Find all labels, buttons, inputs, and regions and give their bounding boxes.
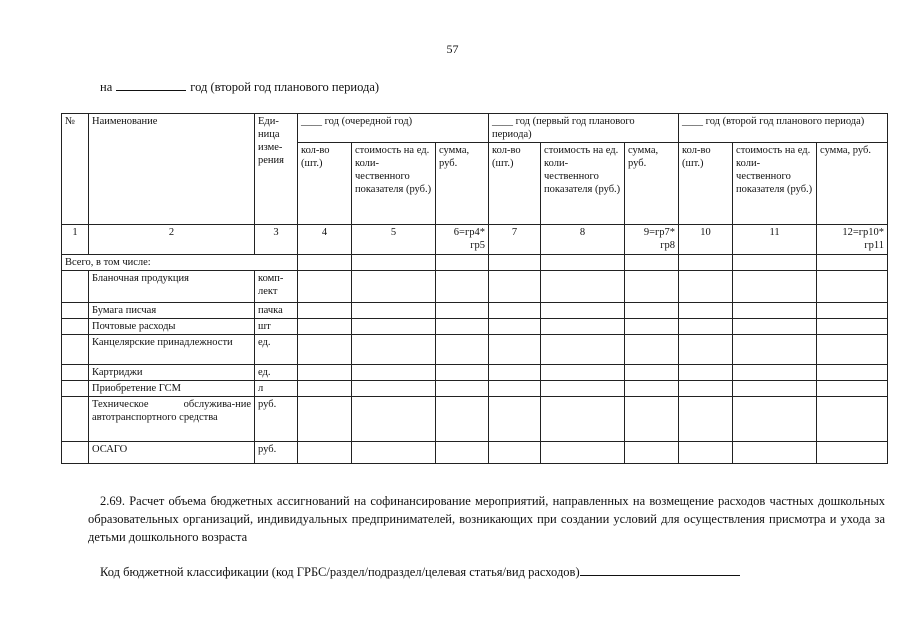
- col-num: 9=гр7* гр8: [625, 225, 679, 255]
- col-num: 6=гр4* гр5: [436, 225, 489, 255]
- year-blank: [116, 80, 186, 91]
- col-num: 12=гр10* гр11: [817, 225, 888, 255]
- header-cost-2: стоимость на ед. коли-чественного показателя (руб.): [541, 143, 625, 225]
- col-num: 5: [352, 225, 436, 255]
- header-qty-2: кол-во (шт.): [489, 143, 541, 225]
- col-num: 8: [541, 225, 625, 255]
- row-name: Почтовые расходы: [89, 319, 255, 335]
- row-name: Бланочная продукция: [89, 271, 255, 303]
- col-num: 2: [89, 225, 255, 255]
- header-group-year1: ____ год (очередной год): [298, 114, 489, 143]
- table-caption: [100, 80, 379, 95]
- row-unit: л: [255, 381, 298, 397]
- table-row: [62, 319, 888, 335]
- table-row: [62, 397, 888, 442]
- section-paragraph: [88, 492, 885, 546]
- row-unit: комп-лект: [255, 271, 298, 303]
- col-num: 7: [489, 225, 541, 255]
- row-unit: пачка: [255, 303, 298, 319]
- row-unit: ед.: [255, 335, 298, 365]
- col-num: 11: [733, 225, 817, 255]
- kbk-label: Код бюджетной классификации (код ГРБС/раздел/подраздел/целевая статья/вид расходов): [100, 565, 580, 579]
- header-cost-1: стоимость на ед. коли-чественного показателя (руб.): [352, 143, 436, 225]
- header-name: Наименование: [89, 114, 255, 225]
- header-cost-3: стоимость на ед. коли-чественного показателя (руб.): [733, 143, 817, 225]
- table-row: [62, 303, 888, 319]
- total-label: Всего, в том числе:: [62, 255, 298, 271]
- calculation-table: [61, 113, 888, 464]
- header-unit: Еди-ница изме-рения: [255, 114, 298, 225]
- header-group-year2: ____ год (первый год планового периода): [489, 114, 679, 143]
- row-name: Техническое обслужива-ние автотранспортного средства: [89, 397, 255, 442]
- col-num: 1: [62, 225, 89, 255]
- caption-suffix: год (второй год планового периода): [190, 80, 380, 94]
- row-unit: шт: [255, 319, 298, 335]
- header-num: №: [62, 114, 89, 225]
- row-name: Канцелярские принадлежности: [89, 335, 255, 365]
- table-row: [62, 365, 888, 381]
- total-row: [62, 255, 888, 271]
- row-unit: руб.: [255, 397, 298, 442]
- table-row: [62, 381, 888, 397]
- header-sum-1: сумма, руб.: [436, 143, 489, 225]
- column-number-row: [62, 225, 888, 255]
- row-unit: ед.: [255, 365, 298, 381]
- header-group-year3: ____ год (второй год планового периода): [679, 114, 888, 143]
- kbk-line: [100, 565, 740, 580]
- header-sum-2: сумма, руб.: [625, 143, 679, 225]
- paragraph-text: 2.69. Расчет объема бюджетных ассигнований на софинансирование мероприятий, направленных на возмещение расходов частных дошкольных образовательных организаций, индивидуальных предпринимателей, возникающих при создании условий для осуществления присмотра и ухода за детьми дошкольного возраста: [88, 494, 885, 544]
- table-row: [62, 271, 888, 303]
- row-name: Бумага писчая: [89, 303, 255, 319]
- col-num: 4: [298, 225, 352, 255]
- header-qty-1: кол-во (шт.): [298, 143, 352, 225]
- row-name: ОСАГО: [89, 442, 255, 464]
- caption-prefix: на: [100, 80, 113, 94]
- page-number: 57: [446, 42, 459, 56]
- header-qty-3: кол-во (шт.): [679, 143, 733, 225]
- table-row: [62, 442, 888, 464]
- header-sum-3: сумма, руб.: [817, 143, 888, 225]
- kbk-blank: [580, 565, 740, 576]
- col-num: 3: [255, 225, 298, 255]
- table-row: [62, 335, 888, 365]
- row-unit: руб.: [255, 442, 298, 464]
- col-num: 10: [679, 225, 733, 255]
- row-name: Приобретение ГСМ: [89, 381, 255, 397]
- row-name: Картриджи: [89, 365, 255, 381]
